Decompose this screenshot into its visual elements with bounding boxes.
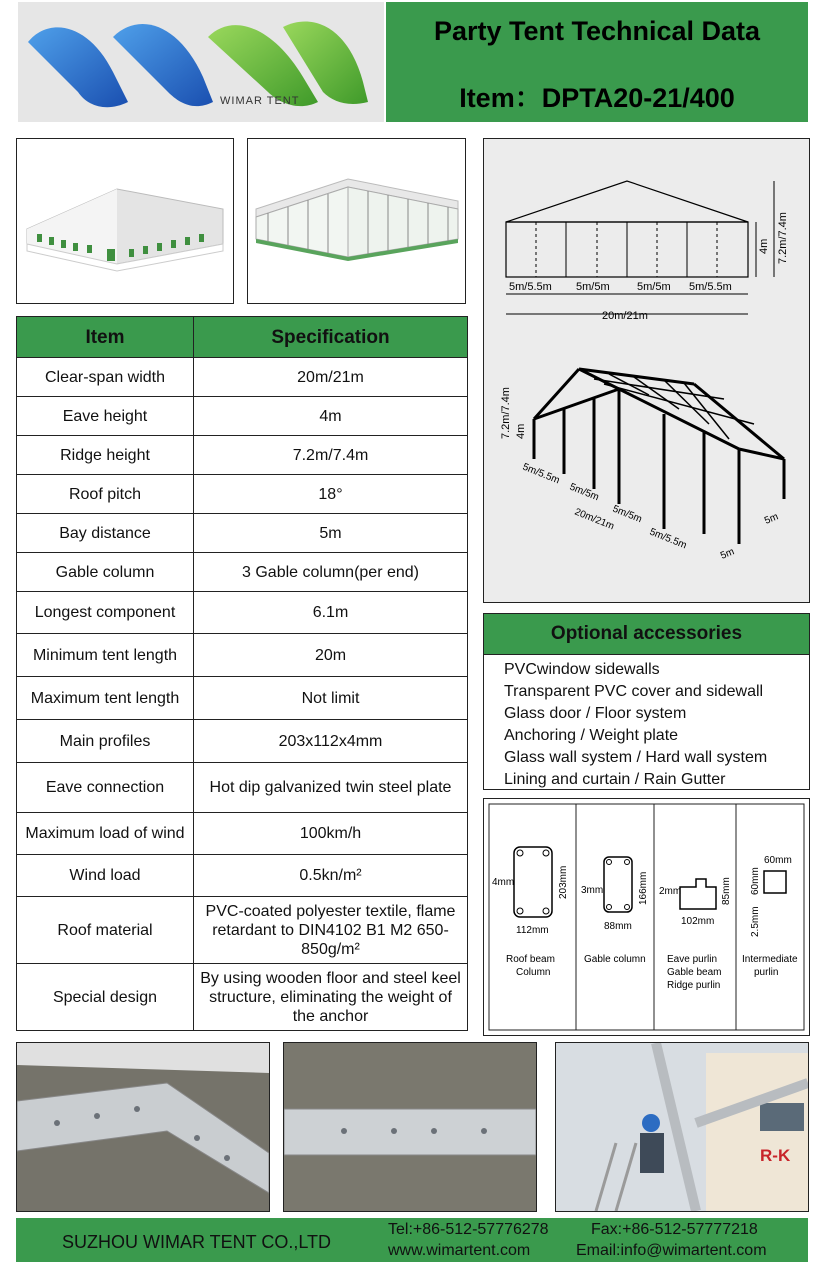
intermediate-height: 60mm bbox=[750, 867, 761, 895]
tent-photo-open bbox=[247, 138, 466, 304]
spec-value-cell: 6.1m bbox=[194, 592, 468, 634]
fax: Fax:+86-512-57777218 bbox=[591, 1221, 758, 1238]
purlin-caption: purlin bbox=[754, 967, 779, 978]
iso-eave-height: 4m bbox=[515, 423, 527, 439]
spec-item-cell: Main profiles bbox=[17, 720, 194, 763]
roof-beam-width: 112mm bbox=[516, 925, 549, 936]
spec-row bbox=[17, 677, 468, 720]
spec-item-cell: Minimum tent length bbox=[17, 634, 194, 677]
iso-depth-1: 5m bbox=[719, 546, 737, 562]
gable-column-caption: Gable column bbox=[584, 954, 646, 965]
beam-photo-1 bbox=[16, 1042, 270, 1212]
spec-row bbox=[17, 436, 468, 475]
structure-drawing bbox=[484, 139, 809, 602]
spec-value-cell: 7.2m/7.4m bbox=[194, 436, 468, 475]
intermediate-caption: Intermediate bbox=[742, 954, 798, 965]
accessory-item: Glass door / Floor system bbox=[504, 705, 687, 722]
iso-bay-3: 5m/5m bbox=[610, 503, 644, 526]
accessory-item: PVCwindow sidewalls bbox=[504, 661, 660, 678]
spec-body bbox=[17, 358, 468, 1031]
footer bbox=[16, 1218, 808, 1262]
gable-column-height: 166mm bbox=[638, 871, 649, 905]
front-total-width: 20m/21m bbox=[602, 310, 648, 322]
title-panel bbox=[386, 2, 808, 122]
intermediate-thickness: 2.5mm bbox=[750, 906, 761, 937]
roof-beam-caption: Roof beam bbox=[506, 954, 555, 965]
gable-column-width: 88mm bbox=[604, 921, 632, 932]
spec-row bbox=[17, 720, 468, 763]
spec-value-cell: 203x112x4mm bbox=[194, 720, 468, 763]
spec-row bbox=[17, 964, 468, 1031]
installation-photo bbox=[555, 1042, 809, 1212]
building-sign: R-K bbox=[760, 1146, 791, 1165]
front-bay-4: 5m/5.5m bbox=[689, 281, 732, 293]
accessory-item: Glass wall system / Hard wall system bbox=[504, 749, 768, 766]
front-bay-1: 5m/5.5m bbox=[509, 281, 552, 293]
spec-row bbox=[17, 358, 468, 397]
roof-beam-height: 203mm bbox=[558, 865, 569, 899]
spec-value-cell: By using wooden floor and steel keel structure, eliminating the weight of the anchor bbox=[194, 964, 468, 1031]
beam-image-2 bbox=[284, 1043, 536, 1211]
header-spec: Specification bbox=[194, 317, 468, 358]
spec-row bbox=[17, 897, 468, 964]
spec-item-cell: Eave connection bbox=[17, 763, 194, 813]
intermediate-width: 60mm bbox=[764, 855, 792, 866]
iso-bay-4: 5m/5.5m bbox=[647, 526, 689, 552]
accessories-list bbox=[504, 659, 809, 791]
spec-item-cell: Wind load bbox=[17, 855, 194, 897]
eave-purlin-height: 85mm bbox=[721, 877, 732, 905]
logo-text: WIMAR TENT bbox=[220, 95, 300, 107]
front-ridge-height: 7.2m/7.4m bbox=[777, 212, 789, 264]
accessories-title: Optional accessories bbox=[484, 614, 809, 655]
spec-value-cell: Not limit bbox=[194, 677, 468, 720]
front-eave-height: 4m bbox=[758, 238, 770, 254]
beam-photo-2 bbox=[283, 1042, 537, 1212]
gable-beam-caption: Gable beam bbox=[667, 967, 722, 978]
accessory-item: Transparent PVC cover and sidewall bbox=[504, 683, 764, 700]
spec-value-cell: PVC-coated polyester textile, flame retardant to DIN4102 B1 M2 650-850g/m² bbox=[194, 897, 468, 964]
spec-value-cell: Hot dip galvanized twin steel plate bbox=[194, 763, 468, 813]
accessory-item: Lining and curtain / Rain Gutter bbox=[504, 771, 726, 788]
spec-value-cell: 18° bbox=[194, 475, 468, 514]
page-title: Party Tent Technical Data bbox=[433, 16, 761, 46]
accessories-panel bbox=[483, 613, 810, 790]
spec-item-cell: Maximum load of wind bbox=[17, 813, 194, 855]
spec-value-cell: 3 Gable column(per end) bbox=[194, 553, 468, 592]
iso-width: 20m/21m bbox=[572, 506, 616, 533]
spec-item-cell: Bay distance bbox=[17, 514, 194, 553]
spec-item-cell: Longest component bbox=[17, 592, 194, 634]
profiles-panel bbox=[483, 798, 810, 1036]
spec-value-cell: 0.5kn/m² bbox=[194, 855, 468, 897]
spec-row bbox=[17, 813, 468, 855]
iso-bay-1: 5m/5.5m bbox=[520, 461, 562, 487]
spec-value-cell: 100km/h bbox=[194, 813, 468, 855]
spec-row bbox=[17, 592, 468, 634]
gable-column-thickness: 3mm bbox=[581, 885, 604, 896]
iso-ridge-height: 7.2m/7.4m bbox=[500, 387, 512, 439]
eave-purlin-width: 102mm bbox=[681, 916, 715, 927]
spec-item-cell: Special design bbox=[17, 964, 194, 1031]
roof-beam-thickness: 4mm bbox=[492, 877, 515, 888]
accessory-item: Anchoring / Weight plate bbox=[504, 727, 679, 744]
spec-item-cell: Roof material bbox=[17, 897, 194, 964]
spec-row bbox=[17, 514, 468, 553]
spec-value-cell: 4m bbox=[194, 397, 468, 436]
beam-image-1 bbox=[17, 1043, 269, 1211]
spec-value-cell: 5m bbox=[194, 514, 468, 553]
header-item: Item bbox=[17, 317, 194, 358]
wimar-logo bbox=[18, 2, 384, 122]
spec-row bbox=[17, 553, 468, 592]
email-link[interactable]: Email:info@wimartent.com bbox=[576, 1242, 767, 1259]
spec-table bbox=[16, 316, 468, 1031]
column-caption: Column bbox=[516, 967, 551, 978]
spec-header-row bbox=[17, 317, 468, 358]
spec-item-cell: Clear-span width bbox=[17, 358, 194, 397]
iso-depth-2: 5m bbox=[763, 511, 781, 527]
logo-panel bbox=[18, 2, 384, 122]
front-bay-3: 5m/5m bbox=[637, 281, 671, 293]
installation-image bbox=[556, 1043, 808, 1211]
website-link[interactable]: www.wimartent.com bbox=[388, 1242, 531, 1259]
spec-item-cell: Ridge height bbox=[17, 436, 194, 475]
tel: Tel:+86-512-57776278 bbox=[388, 1221, 549, 1238]
spec-item-cell: Roof pitch bbox=[17, 475, 194, 514]
item-code: Item：DPTA20-21/400 bbox=[459, 83, 735, 113]
spec-row bbox=[17, 475, 468, 514]
spec-row bbox=[17, 397, 468, 436]
spec-item-cell: Eave height bbox=[17, 397, 194, 436]
eave-purlin-thickness: 2mm bbox=[659, 886, 682, 897]
tent-photo-closed bbox=[16, 138, 234, 304]
eave-purlin-caption: Eave purlin bbox=[667, 954, 718, 965]
spec-row bbox=[17, 634, 468, 677]
spec-item-cell: Gable column bbox=[17, 553, 194, 592]
front-bay-2: 5m/5m bbox=[576, 281, 610, 293]
company-name: SUZHOU WIMAR TENT CO.,LTD bbox=[62, 1232, 332, 1252]
structure-diagram bbox=[483, 138, 810, 603]
spec-row bbox=[17, 855, 468, 897]
spec-item-cell: Maximum tent length bbox=[17, 677, 194, 720]
iso-bay-2: 5m/5m bbox=[567, 481, 601, 504]
profiles-drawing bbox=[484, 799, 809, 1035]
tent-closed-image bbox=[17, 139, 233, 303]
ridge-purlin-caption: Ridge purlin bbox=[667, 980, 721, 991]
spec-value-cell: 20m/21m bbox=[194, 358, 468, 397]
spec-row bbox=[17, 763, 468, 813]
tent-open-image bbox=[248, 139, 465, 303]
spec-value-cell: 20m bbox=[194, 634, 468, 677]
